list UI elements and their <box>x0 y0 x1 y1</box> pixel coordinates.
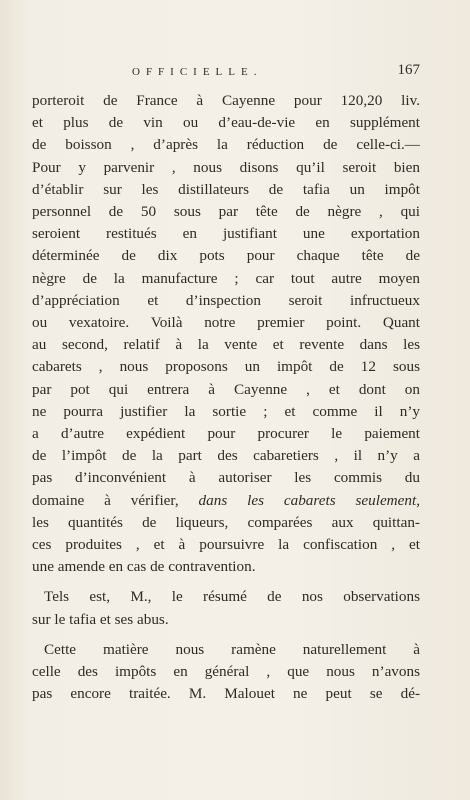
text-line: celle des impôts en général , que nous n’avons <box>32 663 420 681</box>
text-line: seroient restitués en justifiant une exportation <box>32 225 420 243</box>
text-line: Tels est, M., le résumé de nos observations <box>44 588 420 606</box>
text-line: a d’autre expédient pour procurer le paiement <box>32 425 420 443</box>
text-line: pas d’inconvénient à autoriser les commis du <box>32 469 420 487</box>
page-number: 167 <box>397 62 420 78</box>
text-line: ne pourra justifier la sortie ; et comme il n’y <box>32 402 420 420</box>
paragraph <box>32 90 420 578</box>
text-line: d’établir sur les distillateurs de tafia un impôt <box>32 180 420 198</box>
text-line: pas encore traitée. M. Malouet ne peut se dé- <box>32 685 420 703</box>
text-line: Pour y parvenir , nous disons qu’il seroit bien <box>32 158 420 176</box>
text-line: Cette matière nous ramène naturellement à <box>44 640 420 658</box>
text-line: une amende en cas de contravention. <box>32 558 256 576</box>
text-line: personnel de 50 sous par tête de nègre , qui <box>32 203 420 221</box>
text-line: et plus de vin ou d’eau-de-vie en supplément <box>32 114 420 132</box>
italic-phrase: dans les cabarets seulement <box>198 491 417 509</box>
text-line: porteroit de France à Cayenne pour 120,20 liv. <box>32 92 420 109</box>
text-line: cabarets , nous proposons un impôt de 12 sous <box>32 358 420 376</box>
text-line: d’appréciation et d’inspection seroit infructueux <box>32 291 420 309</box>
text-line: par pot qui entrera à Cayenne , et dont on <box>32 380 420 398</box>
text-line: les quantités de liqueurs, comparées aux quittan- <box>32 513 420 531</box>
text-line: domaine à vérifier, dans les cabarets seulement, <box>32 491 420 509</box>
running-head: OFFICIELLE. <box>132 66 263 78</box>
text-line: au second, relatif à la vente et revente dans les <box>32 336 420 354</box>
paragraph <box>32 639 420 706</box>
text-line: déterminée de dix pots pour chaque tête de <box>32 247 420 265</box>
text-line: de boisson , d’après la réduction de celle-ci.— <box>32 136 420 154</box>
text-line: sur le tafia et ses abus. <box>32 610 169 628</box>
body-text <box>32 90 420 705</box>
text-line: ou vexatoire. Voilà notre premier point. Quant <box>32 314 420 332</box>
text-line: nègre de la manufacture ; car tout autre moyen <box>32 269 420 287</box>
text-line: ces produites , et à poursuivre la confiscation , et <box>32 536 420 554</box>
text-line: de l’impôt de la part des cabaretiers , il n’y a <box>32 447 420 465</box>
page-header <box>32 62 420 84</box>
paragraph <box>32 586 420 630</box>
